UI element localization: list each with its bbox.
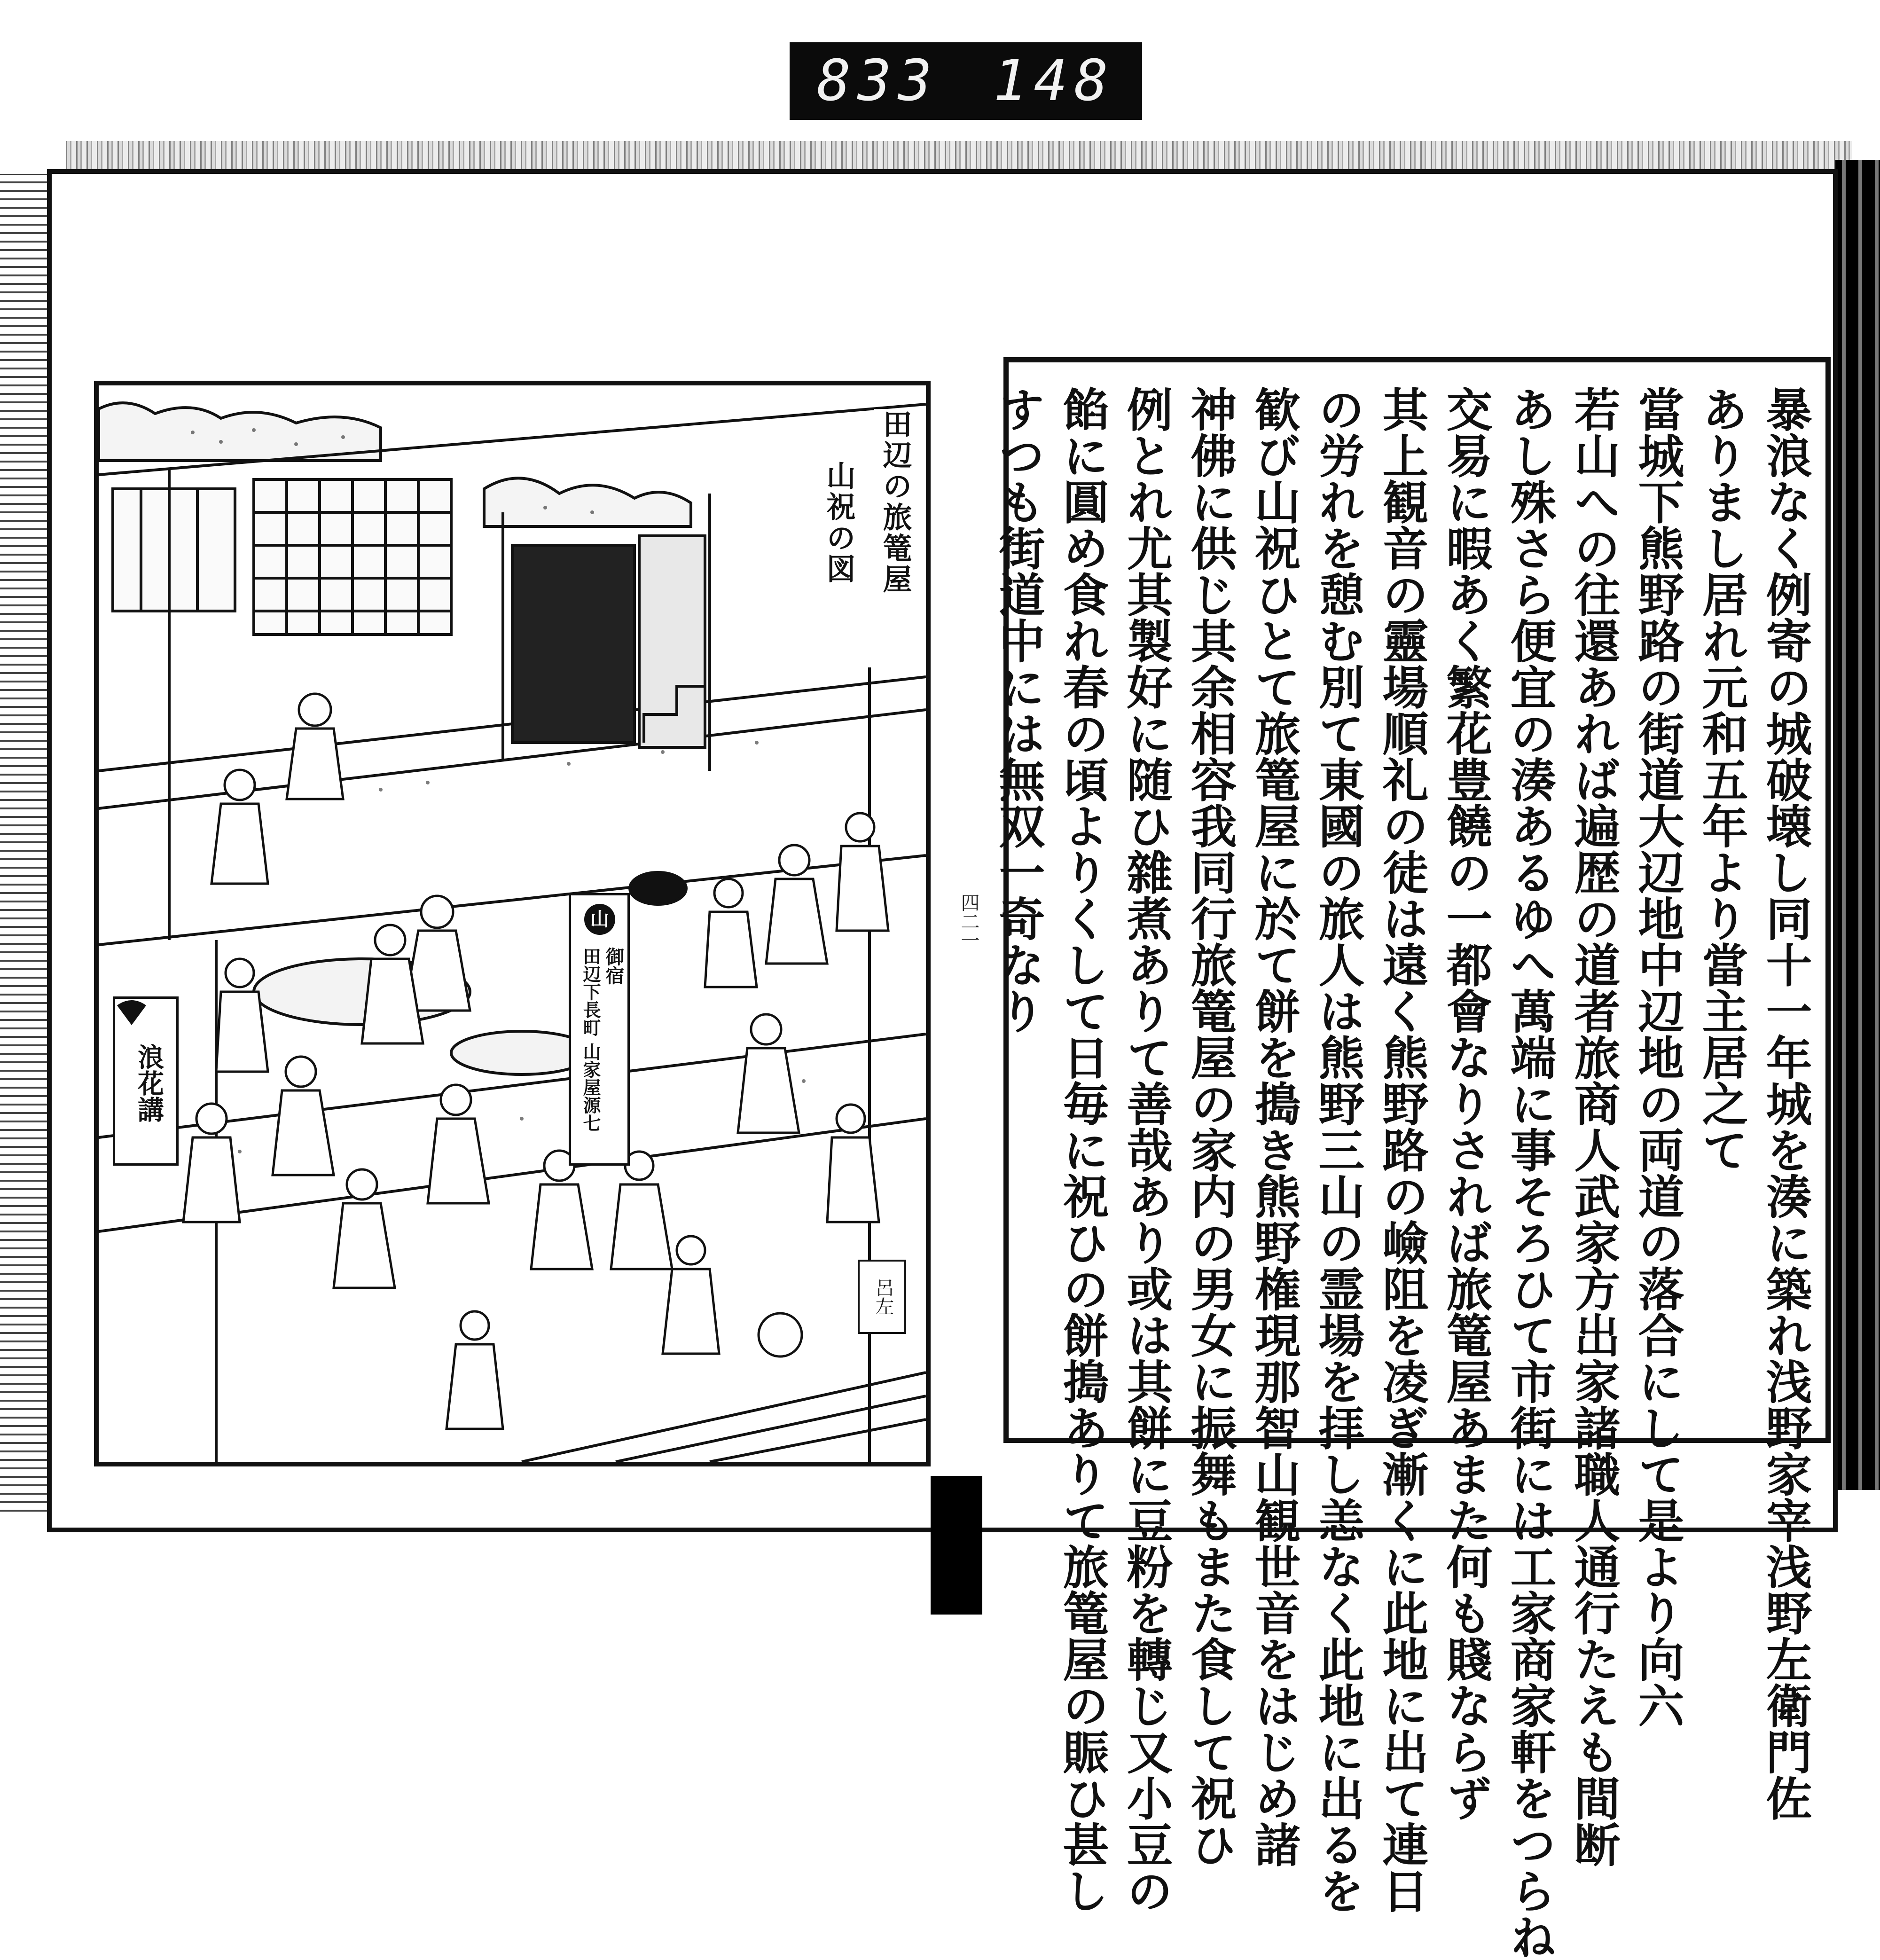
artist-seal: 呂左 (858, 1260, 906, 1334)
text-line: 例とれ尤其製好に随ひ雜煮ありて善哉あり或は其餅に豆粉を轉じ又小豆の (1119, 386, 1173, 1914)
text-frame (991, 357, 1831, 1960)
text-line: 暴浪なく例寄の城破壊し同十一年城を湊に築れ浅野家宰浅野左衛門佐 (1758, 386, 1812, 1821)
book-gutter (931, 1476, 982, 1615)
signboard-line1: 御宿 (603, 947, 625, 985)
naniwa-ko-label: 浪花講 (133, 1043, 164, 1122)
naniwa-ko-sign (113, 996, 179, 1166)
text-line: すつも街道中には無双一奇なり (991, 386, 1045, 1034)
left-page-edge (0, 174, 47, 1518)
inn-scene-drawing (99, 385, 926, 1462)
text-line: 交易に暇あく繁花豊饒の一都會なりされば旅篭屋あまた何も賤ならず (1439, 386, 1493, 1821)
text-line: の労れを憩む別て東國の旅人は熊野三山の霊場を拝し恙なく此地に出るを (1311, 386, 1365, 1914)
archive-number-strip (790, 42, 1142, 120)
archive-number-right: 148 (993, 48, 1115, 114)
woodblock-illustration (94, 381, 931, 1466)
text-line: あし殊さら便宜の湊あるゆへ萬端に事そろひて市街には工家商家軒をつらね (1503, 386, 1557, 1960)
body-text-columns (991, 386, 1812, 1960)
text-line: 餡に圓め食れ春の頃よりくして日毎に祝ひの餅搗ありて旅篭屋の賑ひ甚し (1055, 386, 1109, 1914)
fan-icon (115, 999, 148, 1027)
text-line: 歓び山祝ひとて旅篭屋に於て餅を搗き熊野権現那智山観世音をはじめ諸 (1247, 386, 1301, 1867)
illustration-caption-line1: 田辺の旅篭屋 (874, 409, 916, 595)
right-page-edge (1835, 160, 1880, 1490)
inn-crest-mark: 山 (584, 904, 615, 935)
archive-number-left: 833 (817, 48, 939, 114)
page-number: 四二一 (958, 893, 979, 949)
text-line: 當城下熊野路の街道大辺地中辺地の両道の落合にして是より向六 (1630, 386, 1684, 1729)
text-line: 其上観音の靈場順礼の徒は遠く熊野路の嶮阻を凌ぎ漸くに此地に出て連日 (1375, 386, 1429, 1914)
text-line: ありまし居れ元和五年より當主居之て (1694, 386, 1748, 1173)
inn-signboard (569, 893, 630, 1166)
text-line: 神佛に供じ其余相容我同行旅篭屋の家内の男女に振舞もまた食して祝ひ (1183, 386, 1237, 1867)
signboard-line2: 田辺下長町 山家屋源七 (580, 947, 601, 1132)
text-line: 若山への往還あれば遍歴の道者旅商人武家方出家諸職人通行たえも間断 (1567, 386, 1621, 1867)
illustration-caption-line2: 山祝の図 (818, 461, 860, 585)
